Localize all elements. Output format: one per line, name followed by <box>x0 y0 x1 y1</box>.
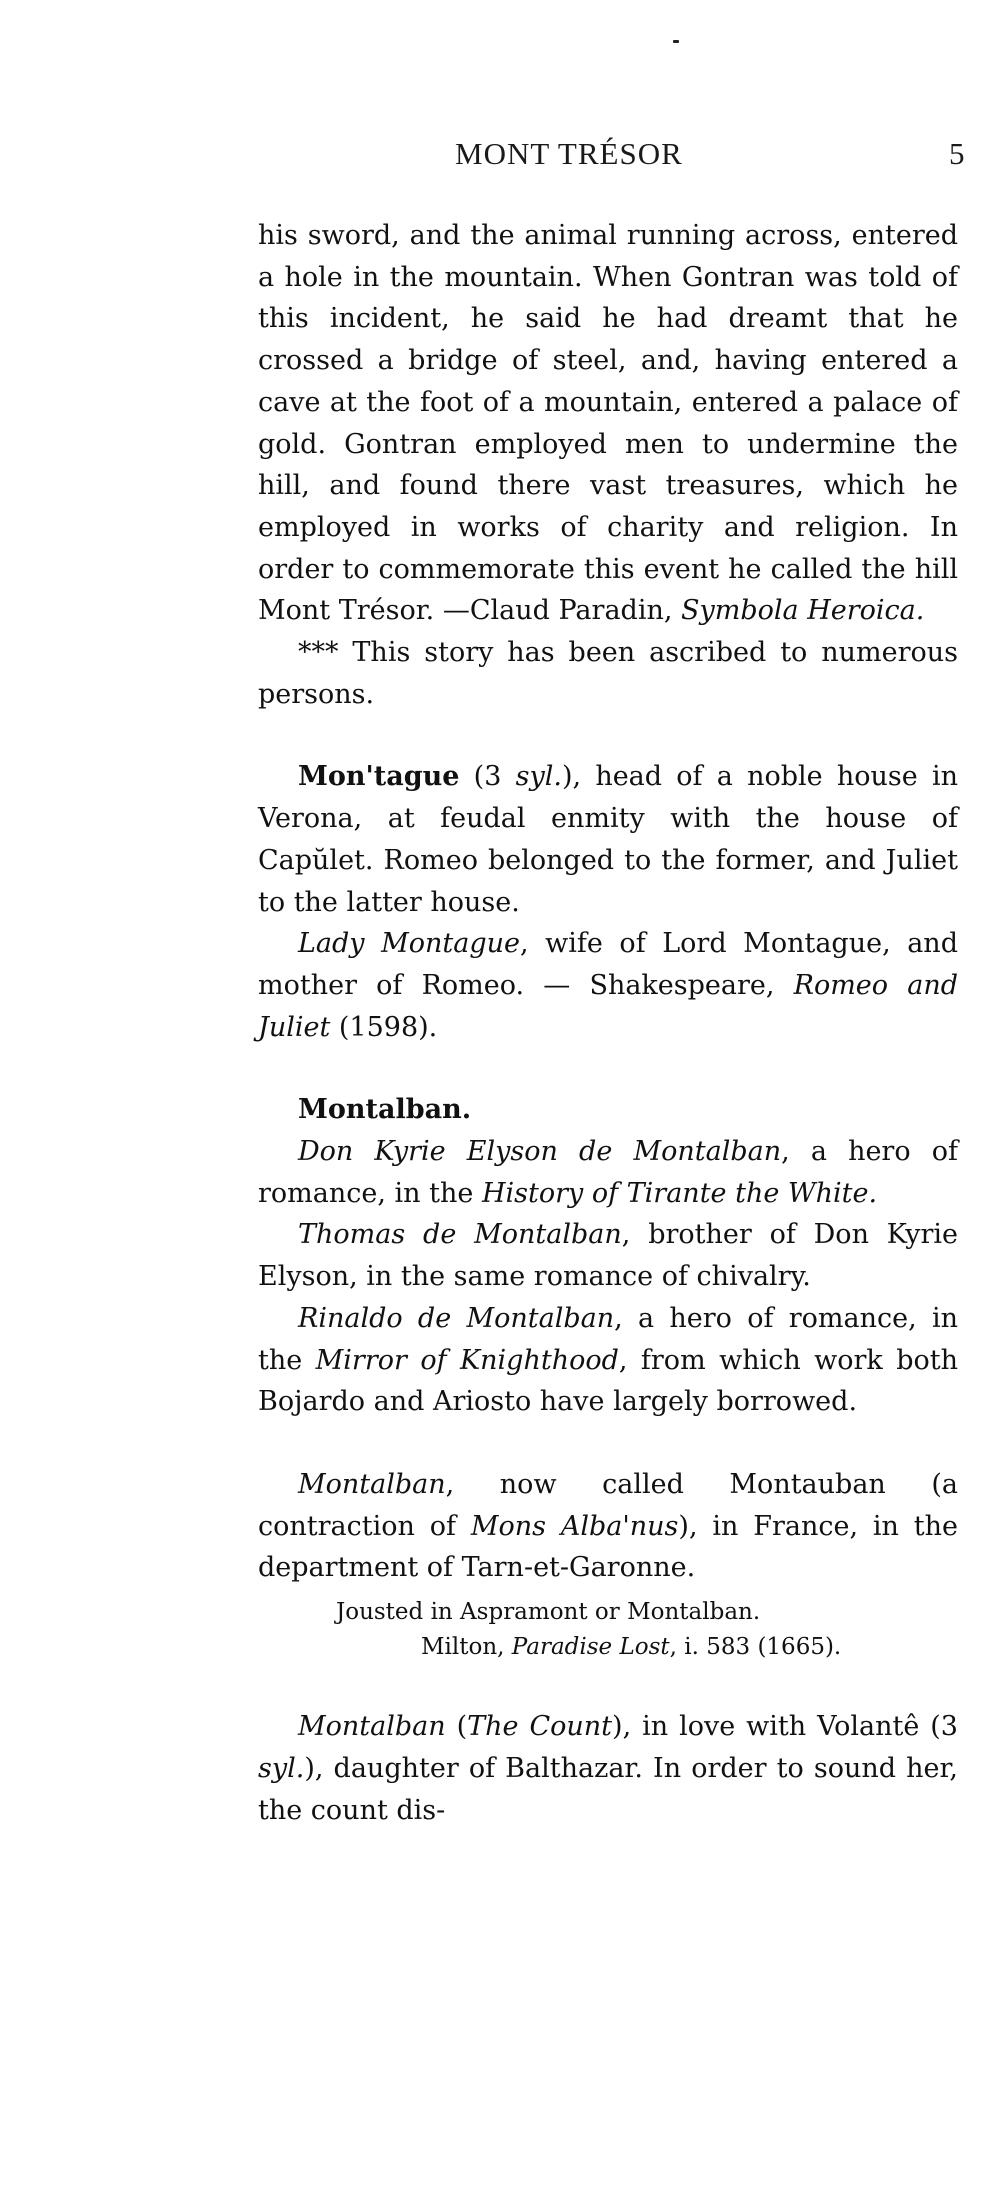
paradise-lost-reference: , i. 583 (1665). <box>669 1634 842 1661</box>
mont-tresor-text: his sword, and the animal running across, entered a hole in the mountain. When Gontran was told of this incident, he said he had dreamt that he crossed a bridge of steel, and, having entered a cave at the foot of a mountain, entered a palace of gold. Gontran employed men to undermine the hill, and found there vast treasures, which he employed in works of charity and religion. In order to commemorate this event he called the hill Mont Trésor. —Claud Paradin, <box>258 220 958 627</box>
montague-entry <box>258 756 958 923</box>
lady-montague-name: Lady Montague <box>298 928 521 960</box>
rinaldo-montalban-name: Rinaldo de Montalban <box>298 1302 615 1334</box>
page-header <box>0 136 1000 176</box>
mont-tresor-note: *** This story has been ascribed to numerous persons. <box>258 637 958 710</box>
kyrie-elyson-name: Don Kyrie Elyson de Montalban <box>298 1136 782 1168</box>
rinaldo-montalban-rest: , from which work both Bojardo and Ariosto have largely borrowed. <box>258 1344 958 1418</box>
entry-gap <box>258 715 958 756</box>
rinaldo-montalban-entry <box>258 1298 958 1423</box>
count-montalban-rest: ), daughter of Balthazar. In order to sound her, the count dis- <box>258 1752 958 1826</box>
paradise-lost-title: Paradise Lost <box>511 1634 670 1661</box>
kyrie-elyson-text: , a hero of romance, in the <box>258 1136 958 1209</box>
montalban-headword: Montalban. <box>298 1094 472 1126</box>
syllable-abbrev: syl. <box>515 761 562 793</box>
entry-gap <box>258 1048 958 1089</box>
page-number: 5 <box>949 136 965 171</box>
milton-quote-line: Jousted in Aspramont or Montalban. <box>336 1599 761 1626</box>
montalban-place-entry <box>258 1464 958 1589</box>
thomas-montalban-entry <box>258 1214 958 1297</box>
milton-author: Milton, <box>421 1634 512 1661</box>
mont-tresor-continuation <box>258 215 958 632</box>
montague-definition: ), head of a noble house in Verona, at feudal enmity with the house of Capŭlet. Romeo belonged to the former, and Juliet to the latter house. <box>258 761 958 918</box>
count-montalban-text: ), in love with Volantê (3 <box>612 1711 958 1743</box>
lady-montague-text: , wife of Lord Montague, and mother of Romeo. — Shakespeare, <box>258 928 958 1001</box>
romeo-and-juliet-title: Romeo and Juliet <box>258 969 958 1043</box>
page-body <box>258 215 958 1831</box>
kyrie-elyson-entry <box>258 1131 958 1214</box>
count-montalban-name: Montalban <box>298 1711 446 1743</box>
entry-gap <box>258 1665 958 1706</box>
count-montalban-open: ( <box>445 1711 468 1743</box>
ink-speck <box>673 40 679 43</box>
tirante-the-white-title: History of Tirante the White. <box>481 1177 878 1209</box>
lady-montague-entry <box>258 923 958 1048</box>
romeo-and-juliet-year: (1598). <box>330 1011 438 1043</box>
montague-headword: Mon'tague <box>298 761 460 793</box>
thomas-montalban-name: Thomas de Montalban <box>298 1219 622 1251</box>
count-montalban-entry <box>258 1706 958 1831</box>
montalban-place-name: Montalban <box>298 1468 446 1500</box>
montalban-place-text: , now called Montauban (a contraction of <box>258 1468 958 1542</box>
syllable-abbrev: syl. <box>258 1752 305 1784</box>
entry-gap <box>258 1423 958 1464</box>
mons-albanus-term: Mons Alba'nus <box>470 1510 679 1542</box>
rinaldo-montalban-text: , a hero of romance, in the <box>258 1302 958 1376</box>
montalban-place-rest: ), in France, in the department of Tarn-et-Garonne. <box>258 1510 958 1584</box>
running-head: MONT TRÉSOR <box>455 136 683 171</box>
the-count-title: The Count <box>467 1711 613 1743</box>
mirror-of-knighthood-title: Mirror of Knighthood <box>315 1344 619 1376</box>
montague-text: (3 <box>459 761 516 793</box>
montalban-entry <box>258 1089 958 1131</box>
symbola-heroica-citation: Symbola Heroica. <box>681 595 925 627</box>
milton-quote-attribution <box>258 1630 958 1665</box>
thomas-montalban-text: , brother of Don Kyrie Elyson, in the same romance of chivalry. <box>258 1219 959 1293</box>
